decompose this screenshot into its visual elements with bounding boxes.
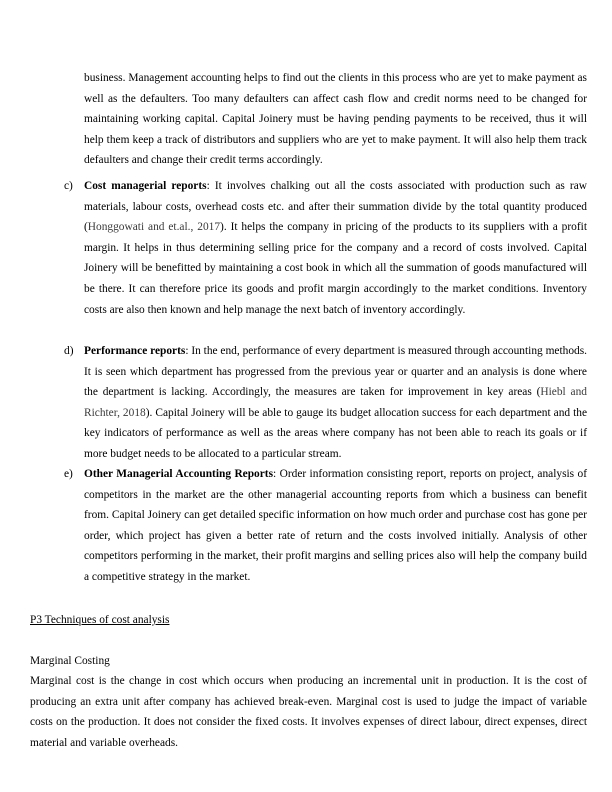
list-marker: d) — [64, 345, 74, 357]
citation: Hiebl and Richter, 2018 — [84, 386, 587, 419]
list-item-other-reports — [64, 464, 587, 588]
subheading: Marginal Costing — [30, 655, 110, 667]
item-title: Performance reports — [84, 345, 186, 357]
section-heading: P3 Techniques of cost analysis — [30, 614, 170, 626]
item-title: Cost managerial reports — [84, 180, 207, 192]
marginal-costing-paragraph: Marginal cost is the change in cost which occurs when producing an incremental unit in production. It is the cost of producing an extra unit after company has achieved break-even. Marginal cost is used to judge the impact of variable costs on the production. It does not consider the fixed costs. It involves expenses of direct labour, direct expenses, direct material and variable overheads. — [30, 675, 587, 749]
list-item-cost-managerial-reports — [64, 176, 588, 320]
citation: Honggowati and et.al., 2017 — [87, 221, 221, 234]
item-title: Other Managerial Accounting Reports — [84, 468, 274, 480]
item-text: : Order information consisting report, reports on project, analysis of competitors in the market are the other managerial accounting reports from which a business can benefit from. Capital Joinery can get detailed specific information on how much order and purchase cost has gone per order, which project has given a better rate of return and the costs involved initially. Analysis of other competitors performing in the market, their profit margins and selling prices also will help the company build a competitive strategy in the market. — [84, 468, 587, 583]
item-text-after: ). It helps the company in pricing of the products to its suppliers with a profit margin. It helps in thus determining selling price for the company and a record of costs involved. Capital Joinery will be benefitted by maintaining a cost book in which all the summation of goods manufactured will be there. It can therefore price its goods and profit margin accordingly to the market conditions. Inventory costs are also then known and help manage the next batch of inventory accordingly. — [84, 221, 587, 316]
list-marker: e) — [64, 468, 73, 480]
item-text: : In the end, performance of every department is measured through accounting methods. It is seen which department has progressed from the previous year or quarter and an analysis is done where the department is lacking. Accordingly, the measures are taken for improvement in key areas ( — [84, 345, 588, 399]
list-item-performance-reports — [64, 341, 588, 465]
continuation-paragraph: business. Management accounting helps to find out the clients in this process who are yet to make payment as well as the defaulters. Too many defaulters can affect cash flow and credit norms need to be changed for maintaining working capital. Capital Joinery must be having pending payments to be received, thus it will help them keep a track of distributors and suppliers who are yet to make payment. It will also help them track defaulters and change their credit terms accordingly. — [84, 72, 587, 167]
item-text: : It involves chalking out all the costs associated with production such as raw materials, labour costs, overhead costs etc. and after their summation divide by the total quantity produced ( — [84, 180, 588, 234]
item-text-after: ). Capital Joinery will be able to gauge its budget allocation success for each department and the key indicators of performance as well as the areas where company has not been able to reach its goals or if more budget needs to be allocated to a particular stream. — [84, 406, 588, 460]
list-marker: c) — [64, 180, 73, 192]
